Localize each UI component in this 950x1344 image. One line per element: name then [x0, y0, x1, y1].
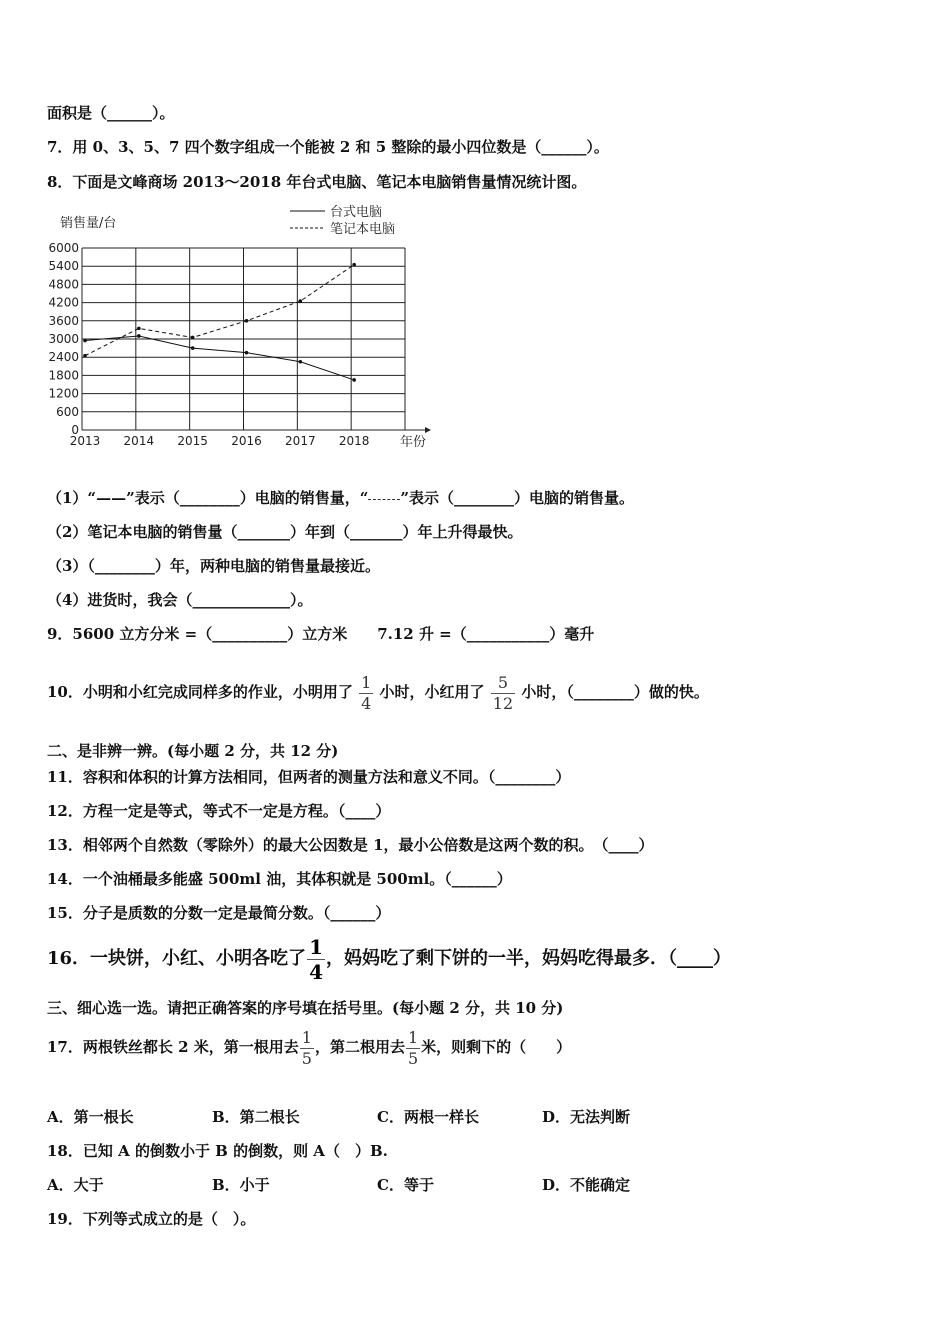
q17-option-c[interactable]: C．两根一样长 — [377, 1108, 479, 1126]
question-19: 19．下列等式成立的是（ ）。 — [47, 1210, 256, 1228]
question-18: 18．已知 A 的倒数小于 B 的倒数，则 A（ ）B. — [47, 1142, 388, 1160]
fraction-denominator: 4 — [361, 693, 372, 713]
fraction-numerator: 1 — [301, 1027, 312, 1047]
x-tick-label: 2015 — [177, 434, 208, 448]
question-8-3: （3）（________）年，两种电脑的销售量最接近。 — [47, 557, 380, 575]
fraction-one-fifth-b — [406, 1027, 420, 1068]
series-line-laptop — [85, 265, 354, 356]
legend-label: 笔记本电脑 — [330, 222, 396, 237]
data-point — [191, 346, 195, 350]
question-8-1 — [47, 488, 634, 508]
x-tick-label: 2013 — [69, 434, 101, 448]
x-tick-label: 2016 — [231, 434, 262, 448]
y-tick-label: 3600 — [48, 313, 79, 328]
q18-option-a[interactable]: A．大于 — [47, 1176, 104, 1194]
data-point — [191, 336, 195, 340]
question-14: 14．一个油桶最多能盛 500ml 油，其体积就是 500ml。（______） — [47, 870, 512, 888]
y-tick-label: 3000 — [48, 332, 79, 346]
data-point — [83, 339, 87, 343]
x-axis-arrow-icon — [425, 427, 431, 433]
question-12: 12．方程一定是等式，等式不一定是方程。（____） — [47, 802, 391, 820]
fraction-five-twelfths — [491, 672, 515, 713]
fraction-one-quarter — [359, 672, 373, 713]
question-15: 15．分子是质数的分数一定是最简分数。（______） — [47, 904, 391, 922]
y-tick-label: 1200 — [48, 386, 79, 401]
q18-option-d[interactable]: D．不能确定 — [542, 1176, 631, 1194]
section-2-title: 二、是非辨一辨。(每小题 2 分，共 12 分) — [47, 742, 339, 760]
q8-1-part-b: ”表示（________）电脑的销售量。 — [400, 489, 634, 507]
dashed-line-sample — [368, 499, 400, 500]
question-13: 13．相邻两个自然数（零除外）的最大公因数是 1，最小公倍数是这两个数的积。 （____） — [47, 836, 654, 854]
q10-part-a: 10．小明和小红完成同样多的作业，小明用了 — [47, 683, 353, 701]
q18-option-b[interactable]: B．小于 — [212, 1176, 270, 1194]
data-point — [352, 378, 356, 382]
q8-1-part-a: （1）“——”表示（________）电脑的销售量，“ — [47, 489, 369, 507]
y-tick-label: 600 — [56, 404, 79, 419]
legend-label: 台式电脑 — [330, 205, 383, 220]
x-tick-label: 2014 — [123, 434, 155, 448]
fraction-numerator: 1 — [361, 672, 372, 692]
x-tick-label: 2017 — [285, 434, 316, 448]
x-axis-label: 年份 — [400, 435, 427, 450]
question-17 — [47, 1023, 571, 1071]
fraction-one-quarter-bold — [307, 934, 325, 984]
y-tick-label: 4200 — [48, 295, 79, 310]
question-8-2: （2）笔记本电脑的销售量（_______）年到（_______）年上升得最快。 — [47, 523, 523, 541]
line-area-answer: 面积是（______）。 — [47, 104, 175, 122]
question-8-4: （4）进货时，我会（_____________）。 — [47, 591, 313, 609]
fraction-denominator: 5 — [301, 1048, 312, 1068]
x-tick-label: 2018 — [338, 434, 370, 448]
q17-part-b: ，第二根用去 — [314, 1038, 405, 1056]
fraction-numerator: 1 — [407, 1027, 419, 1047]
q17-option-d[interactable]: D．无法判断 — [542, 1108, 631, 1126]
question-10 — [47, 668, 709, 716]
section-3-title: 三、细心选一选。请把正确答案的序号填在括号里。(每小题 2 分，共 10 分) — [47, 999, 564, 1017]
q17-part-a: 17．两根铁丝都长 2 米，第一根用去 — [47, 1038, 299, 1056]
data-point — [245, 351, 249, 355]
fraction-denominator: 12 — [492, 693, 514, 713]
sales-line-chart — [40, 200, 440, 455]
q18-option-c[interactable]: C．等于 — [377, 1176, 434, 1194]
q17-option-a[interactable]: A．第一根长 — [47, 1108, 134, 1126]
question-11: 11．容积和体积的计算方法相同，但两者的测量方法和意义不同。（________） — [47, 768, 571, 786]
y-axis-label: 销售量/台 — [60, 216, 117, 231]
y-tick-label: 0 — [71, 423, 79, 437]
y-tick-label: 5400 — [48, 259, 79, 274]
data-point — [83, 354, 87, 358]
data-point — [137, 334, 141, 338]
data-point — [299, 360, 303, 364]
q17-part-c: 米，则剩下的（ ） — [421, 1038, 572, 1056]
fraction-denominator: 5 — [407, 1048, 419, 1068]
fraction-numerator: 1 — [309, 934, 323, 959]
question-16 — [47, 936, 731, 982]
data-point — [245, 319, 249, 323]
question-7: 7．用 0、3、5、7 四个数字组成一个能被 2 和 5 整除的最小四位数是（______）。 — [47, 138, 609, 156]
q16-part-a: 16．一块饼，小红、小明各吃了 — [47, 948, 307, 969]
y-tick-label: 2400 — [48, 350, 79, 365]
data-point — [137, 327, 141, 331]
q10-part-b: 小时，小红用了 — [379, 683, 485, 701]
data-point — [352, 263, 356, 267]
series-line-desktop — [85, 336, 354, 380]
y-tick-label: 6000 — [48, 241, 79, 255]
fraction-denominator: 4 — [309, 959, 323, 984]
q10-part-c: 小时，（________）做的快。 — [521, 683, 709, 701]
fraction-one-fifth-a — [300, 1027, 314, 1068]
data-point — [299, 299, 303, 303]
q17-option-b[interactable]: B．第二根长 — [212, 1108, 300, 1126]
y-tick-label: 4800 — [48, 277, 79, 292]
y-tick-label: 1800 — [48, 368, 79, 383]
question-9: 9．5600 立方分米 =（__________）立方米 7.12 升 =（___________）毫升 — [47, 625, 595, 643]
fraction-numerator: 5 — [497, 672, 509, 692]
question-8: 8．下面是文峰商场 2013～2018 年台式电脑、笔记本电脑销售量情况统计图。 — [47, 173, 587, 191]
q16-part-b: ，妈妈吃了剩下饼的一半，妈妈吃得最多．（____） — [325, 948, 731, 969]
